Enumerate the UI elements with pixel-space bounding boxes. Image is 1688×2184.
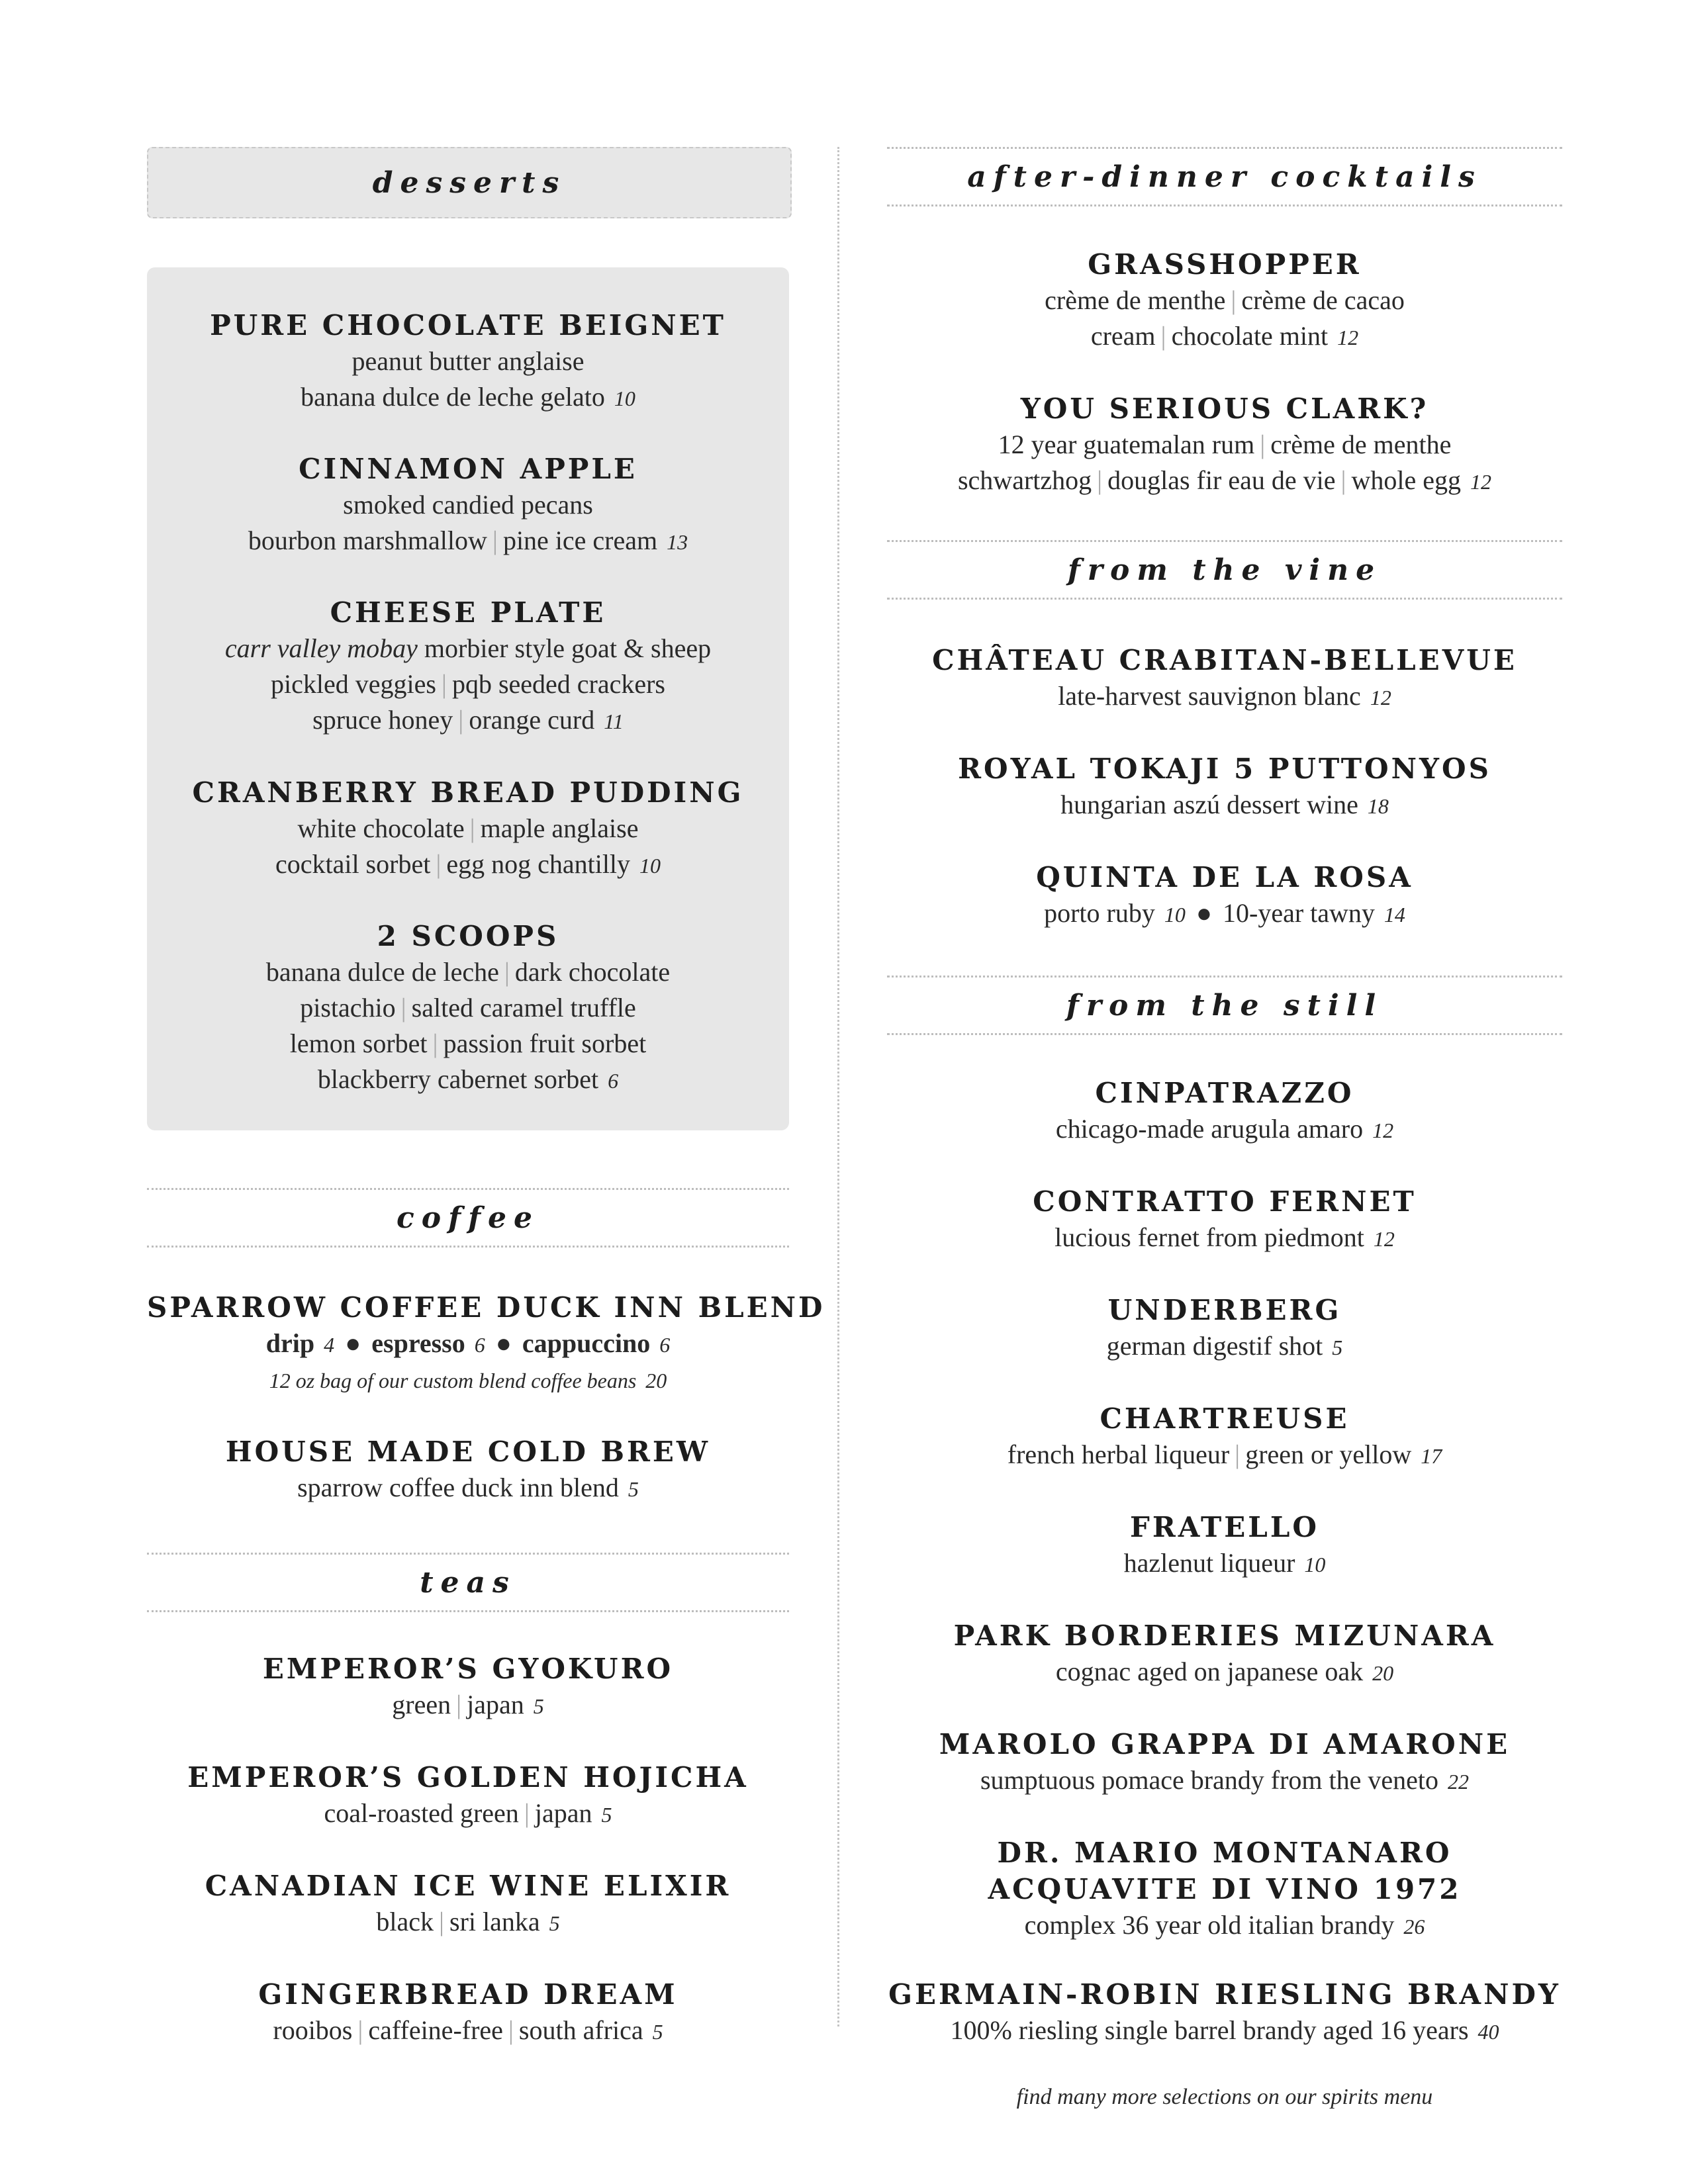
spirit-name: GERMAIN-ROBIN RIESLING BRANDY [888,1978,1561,2011]
pipe-separator: | [456,1690,462,1719]
price: 20 [1372,1661,1394,1685]
coffee-options: drip 4 ● espresso 6 ● cappuccino 6 [265,1328,671,1358]
dessert-name: CINNAMON APPLE [299,453,637,485]
tea-name: EMPEROR’S GOLDEN HOJICHA [187,1761,749,1794]
bullet-separator: ● [1196,898,1213,928]
price: 26 [1403,1915,1425,1938]
price: 12 [1470,470,1492,494]
bullet-separator: ● [345,1328,361,1358]
price: 10 [614,387,635,410]
coffee-name: HOUSE MADE COLD BREW [225,1435,711,1468]
column-divider [837,147,839,2026]
wine-name: ROYAL TOKAJI 5 PUTTONYOS [958,752,1491,785]
coffee-header: coffee [147,1188,789,1248]
spirit-name: ACQUAVITE DI VINO 1972 [988,1873,1462,1905]
wine-name: CHÂTEAU CRABITAN-BELLEVUE [932,644,1517,676]
price: 13 [667,530,688,554]
spirit-name: CINPATRAZZO [1095,1077,1354,1109]
vine-header: from the vine [887,540,1562,600]
bullet-separator: ● [495,1328,512,1358]
tea-item: EMPEROR’S GOLDEN HOJICHA coal-roasted green | japan 5 [147,1759,789,1833]
tea-item: GINGERBREAD DREAM rooibos | caffeine-free | south africa 5 [147,1976,789,2050]
dessert-desc: peanut butter anglaise [352,346,585,376]
dessert-item: CHEESE PLATE carr valley mobay morbier style goat & sheep pickled veggies | pqb seeded crackers spruce honey | orange curd 11 [147,594,789,739]
pipe-separator: | [492,525,498,555]
pipe-separator: | [1235,1439,1241,1469]
price: 22 [1448,1770,1470,1794]
price: 5 [652,2020,663,2044]
tea-name: GINGERBREAD DREAM [258,1978,678,2011]
spirit-name: CHARTREUSE [1100,1402,1350,1435]
pipe-separator: | [458,705,464,735]
price: 12 [1372,1118,1394,1142]
spirit-item: UNDERBERG german digestif shot 5 [887,1292,1562,1365]
coffee-note: 12 oz bag of our custom blend coffee beans 20 [269,1369,667,1392]
tea-name: CANADIAN ICE WINE ELIXIR [205,1870,731,1902]
coffee-name: SPARROW COFFEE DUCK INN BLEND [147,1291,825,1324]
price: 6 [608,1069,619,1093]
price: 5 [628,1477,639,1501]
price: 18 [1367,794,1389,818]
dessert-name: PURE CHOCOLATE BEIGNET [210,309,726,341]
pipe-separator: | [432,1028,438,1058]
price: 12 [1373,1227,1395,1251]
price: 12 [1337,326,1359,349]
wine-item: QUINTA DE LA ROSA porto ruby 10 ● 10-year tawny 14 [887,859,1562,933]
pipe-separator: | [438,1907,444,1936]
pipe-separator: | [357,2015,363,2045]
spirit-name: UNDERBERG [1107,1294,1342,1326]
price: 5 [601,1803,612,1827]
pipe-separator: | [1260,430,1266,459]
wine-name: QUINTA DE LA ROSA [1036,861,1413,893]
pipe-separator: | [1160,321,1166,351]
pipe-separator: | [508,2015,514,2045]
dessert-name: CHEESE PLATE [330,596,606,629]
pipe-separator: | [1097,465,1103,495]
wine-item: ROYAL TOKAJI 5 PUTTONYOS hungarian aszú dessert wine 18 [887,751,1562,824]
price: 10 [639,854,661,878]
pipe-separator: | [504,957,510,987]
pipe-separator: | [1340,465,1346,495]
cocktail-name: GRASSHOPPER [1088,248,1362,281]
tea-item: EMPEROR’S GYOKURO green | japan 5 [147,1651,789,1724]
wine-item: CHÂTEAU CRABITAN-BELLEVUE late-harvest sauvignon blanc 12 [887,642,1562,715]
tea-name: EMPEROR’S GYOKURO [262,1653,674,1685]
dessert-name: CRANBERRY BREAD PUDDING [192,776,744,809]
price: 5 [533,1694,544,1718]
tea-item: CANADIAN ICE WINE ELIXIR black | sri lanka 5 [147,1868,789,1941]
cocktail-item: GRASSHOPPER crème de menthe | crème de cacao cream | chocolate mint 12 [887,246,1562,355]
cocktail-name: YOU SERIOUS CLARK? [1020,392,1429,425]
dessert-name: 2 SCOOPS [377,920,559,952]
pipe-separator: | [524,1798,530,1828]
price: 5 [1332,1336,1343,1359]
spirit-item: MAROLO GRAPPA DI AMARONE sumptuous pomace brandy from the veneto 22 [887,1726,1562,1799]
desserts-header: desserts [147,147,792,218]
price: 40 [1477,2020,1499,2044]
spirit-name: PARK BORDERIES MIZUNARA [953,1619,1496,1652]
cocktail-item: YOU SERIOUS CLARK? 12 year guatemalan rum | crème de menthe schwartzhog | douglas fir eau de vie | whole egg 12 [887,390,1562,500]
spirit-name: MAROLO GRAPPA DI AMARONE [939,1728,1511,1760]
price: 11 [604,709,624,733]
price: 5 [549,1911,560,1935]
spirit-item: PARK BORDERIES MIZUNARA cognac aged on japanese oak 20 [887,1617,1562,1691]
spirit-name: FRATELLO [1130,1511,1319,1543]
spirit-item: DR. MARIO MONTANARO ACQUAVITE DI VINO 1972 complex 36 year old italian brandy 26 [887,1835,1562,1944]
coffee-item: HOUSE MADE COLD BREW sparrow coffee duck inn blend 5 [147,1433,789,1507]
pipe-separator: | [436,849,442,879]
spirit-name: DR. MARIO MONTANARO [997,1837,1452,1869]
cocktails-header: after-dinner cocktails [887,147,1562,206]
teas-header: teas [147,1553,789,1612]
dessert-item: CRANBERRY BREAD PUDDING white chocolate | maple anglaise cocktail sorbet | egg nog chantilly 10 [147,774,789,884]
coffee-item [147,1289,825,1398]
dessert-desc: banana dulce de leche gelato 10 [301,382,635,412]
spirit-item: CONTRATTO FERNET lucious fernet from piedmont 12 [887,1183,1562,1257]
dessert-item: 2 SCOOPS banana dulce de leche | dark chocolate pistachio | salted caramel truffle lemon sorbet | passion fruit sorbet blackberry cabernet sorbet 6 [147,918,789,1099]
pipe-separator: | [441,669,447,699]
spirit-item: FRATELLO hazlenut liqueur 10 [887,1509,1562,1582]
spirit-item: GERMAIN-ROBIN RIESLING BRANDY 100% riesling single barrel brandy aged 16 years 40 [887,1976,1562,2050]
price: 17 [1421,1444,1442,1468]
pipe-separator: | [1231,285,1237,315]
price: 12 [1370,686,1391,709]
still-header: from the still [887,976,1562,1035]
spirit-item: CHARTREUSE french herbal liqueur | green or yellow 17 [887,1400,1562,1474]
spirit-item: CINPATRAZZO chicago-made arugula amaro 12 [887,1075,1562,1148]
dessert-item [147,307,789,416]
pipe-separator: | [469,813,475,843]
price: 10 [1304,1553,1326,1576]
dessert-item: CINNAMON APPLE smoked candied pecans bourbon marshmallow | pine ice cream 13 [147,451,789,560]
pipe-separator: | [400,993,406,1023]
spirit-name: CONTRATTO FERNET [1033,1185,1417,1218]
footer-note: find many more selections on our spirits menu [1016,2085,1433,2109]
